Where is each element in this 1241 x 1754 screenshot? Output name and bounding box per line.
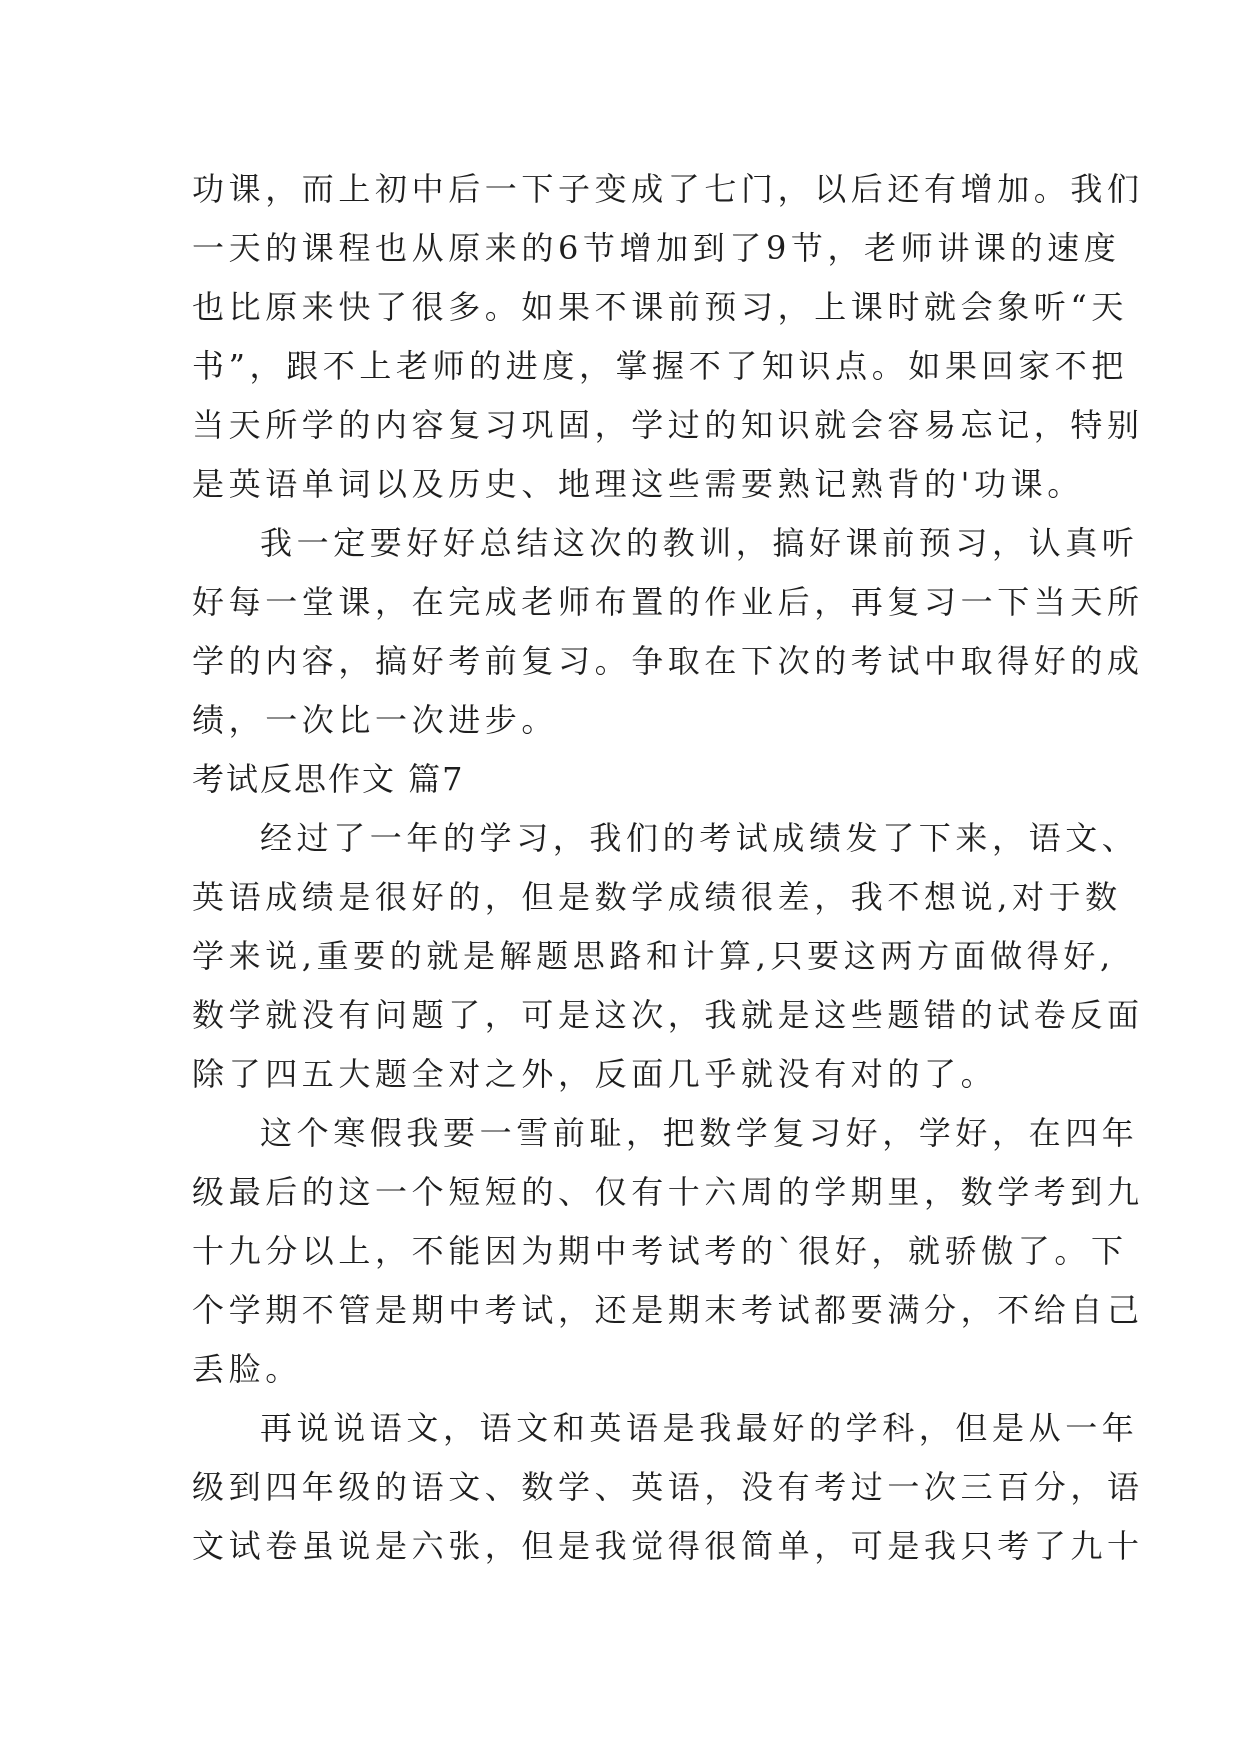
document-body: [192, 160, 1144, 1576]
text-line: 也比原来快了很多。如果不课前预习，上课时就会象听“天: [192, 288, 1128, 326]
text-line: 学来说,重要的就是解题思路和计算,只要这两方面做得好,: [192, 937, 1115, 975]
text-line: 我一定要好好总结这次的教训，搞好课前预习，认真听: [260, 524, 1139, 562]
text-line: 当天所学的内容复习巩固，学过的知识就会容易忘记，特别: [192, 406, 1144, 444]
text-line: 个学期不管是期中考试，还是期末考试都要满分，不给自己: [192, 1291, 1144, 1329]
text-line: 好每一堂课，在完成老师布置的作业后，再复习一下当天所: [192, 583, 1144, 621]
text-line: 绩，一次比一次进步。: [192, 701, 559, 739]
text-line: 除了四五大题全对之外，反面几乎就没有对的了。: [192, 1055, 998, 1093]
text-line: 功课，而上初中后一下子变成了七门，以后还有增加。我们: [192, 170, 1144, 208]
text-line: 数学就没有问题了，可是这次，我就是这些题错的试卷反面: [192, 996, 1144, 1034]
paragraph-4: [192, 1104, 1144, 1399]
text-line: 文试卷虽说是六张，但是我觉得很简单，可是我只考了九十: [192, 1527, 1144, 1565]
section-heading: [192, 750, 1052, 809]
text-line: 一天的课程也从原来的6节增加到了9节，老师讲课的速度: [192, 229, 1121, 267]
text-line: 丢脸。: [192, 1350, 302, 1388]
text-line: 再说说语文，语文和英语是我最好的学科，但是从一年: [260, 1409, 1139, 1447]
text-line: 书”，跟不上老师的进度，掌握不了知识点。如果回家不把: [192, 347, 1128, 385]
text-line: 十九分以上，不能因为期中考试考的`很好，就骄傲了。下: [192, 1232, 1128, 1270]
paragraph-2: [192, 514, 1144, 750]
text-line: 是英语单词以及历史、地理这些需要熟记熟背的'功课。: [192, 465, 1084, 503]
paragraph-3: [192, 809, 1144, 1104]
text-line: 级到四年级的语文、数学、英语，没有考过一次三百分，语: [192, 1468, 1144, 1506]
text-line: 级最后的这一个短短的、仅有十六周的学期里，数学考到九: [192, 1173, 1144, 1211]
text-line: 这个寒假我要一雪前耻，把数学复习好，学好，在四年: [260, 1114, 1139, 1152]
text-line: 经过了一年的学习，我们的考试成绩发了下来，语文、: [260, 819, 1139, 857]
paragraph-5: [192, 1399, 1144, 1576]
text-line: 学的内容，搞好考前复习。争取在下次的考试中取得好的成: [192, 642, 1144, 680]
section-title: 考试反思作文 篇7: [192, 760, 465, 798]
text-line: 英语成绩是很好的，但是数学成绩很差，我不想说,对于数: [192, 878, 1122, 916]
paragraph-1: [192, 160, 1144, 514]
